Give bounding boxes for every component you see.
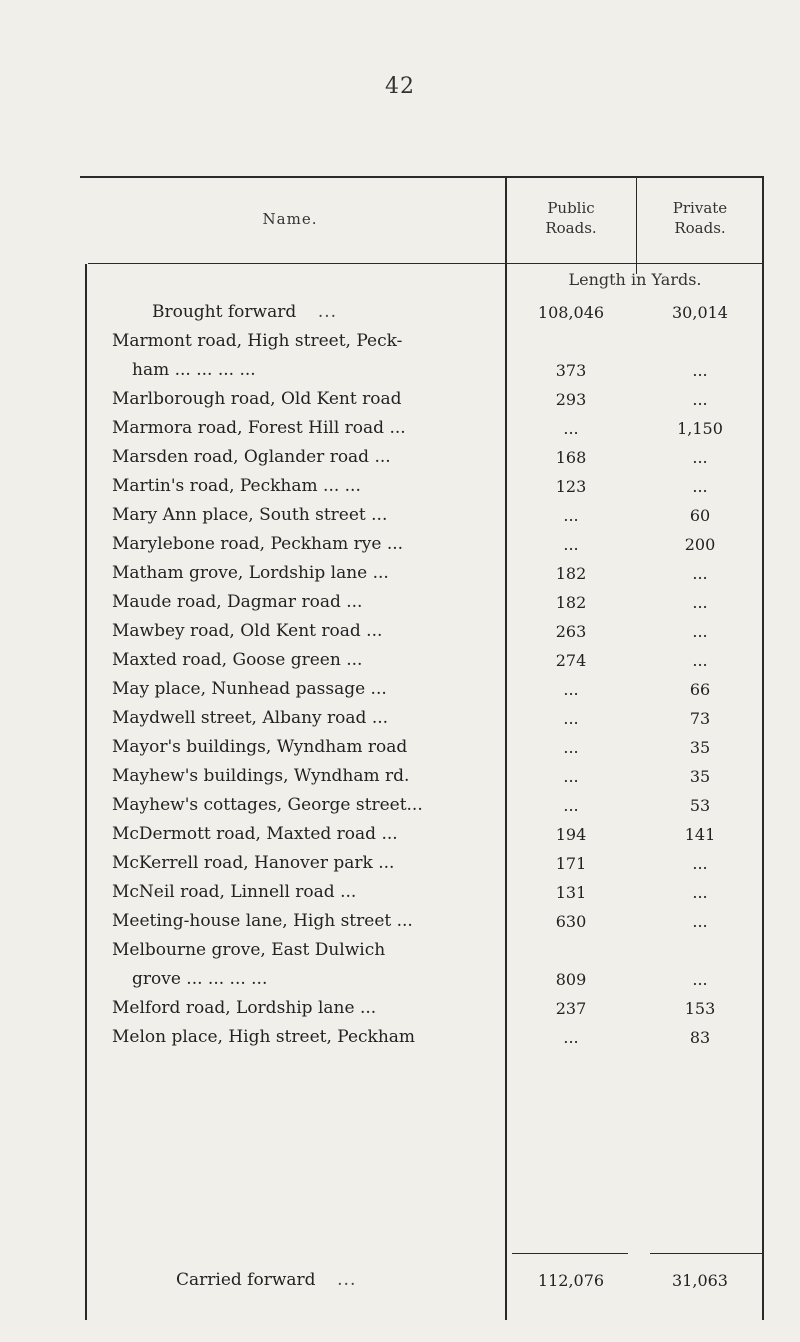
public-roads-length: 373 bbox=[555, 361, 587, 380]
table-row bbox=[80, 820, 764, 849]
public-total-rule bbox=[512, 1253, 628, 1254]
header-private-line2: Roads. bbox=[674, 219, 726, 237]
road-name: Mayhew's cottages, George street... bbox=[112, 795, 423, 815]
public-roads-length: 182 bbox=[555, 564, 587, 583]
brought-forward-text: Brought forward bbox=[152, 302, 297, 322]
brought-forward-dots: ... bbox=[317, 302, 338, 322]
private-roads-length: ... bbox=[692, 970, 708, 989]
table-row bbox=[80, 559, 764, 588]
road-name-line: grove ... ... ... ... bbox=[132, 969, 268, 989]
header-divider bbox=[88, 263, 764, 264]
private-roads-length: 1,150 bbox=[677, 419, 723, 438]
table-row bbox=[80, 588, 764, 617]
table-row bbox=[80, 704, 764, 733]
table-row bbox=[80, 443, 764, 472]
table-row bbox=[80, 617, 764, 646]
private-roads-length: ... bbox=[692, 477, 708, 496]
public-roads-length: ... bbox=[563, 709, 579, 728]
table-row bbox=[80, 530, 764, 559]
public-roads-length: ... bbox=[563, 506, 579, 525]
table-row bbox=[80, 646, 764, 675]
road-lengths-table bbox=[80, 176, 764, 1320]
road-name: Marmora road, Forest Hill road ... bbox=[112, 418, 406, 438]
public-roads-length: 293 bbox=[555, 390, 587, 409]
public-roads-length: 123 bbox=[555, 477, 587, 496]
table-row bbox=[80, 791, 764, 820]
road-name-line: Marmont road, High street, Peck- bbox=[112, 331, 403, 351]
private-roads-length: ... bbox=[692, 854, 708, 873]
public-roads-length: ... bbox=[563, 535, 579, 554]
public-roads-length: 182 bbox=[555, 593, 587, 612]
private-roads-length: 35 bbox=[689, 767, 711, 786]
public-roads-length: 168 bbox=[555, 448, 587, 467]
private-roads-length: ... bbox=[692, 564, 708, 583]
brought-forward-row bbox=[80, 298, 764, 327]
public-roads-length: 274 bbox=[555, 651, 587, 670]
unit-label: Length in Yards. bbox=[568, 270, 702, 289]
private-roads-length: ... bbox=[692, 651, 708, 670]
page-number: 42 bbox=[385, 74, 415, 99]
road-name: Meeting-house lane, High street ... bbox=[112, 911, 413, 931]
road-name-line: ham ... ... ... ... bbox=[132, 360, 256, 380]
private-roads-length: 60 bbox=[689, 506, 711, 525]
carried-forward-dots: ... bbox=[337, 1270, 357, 1290]
road-name: McKerrell road, Hanover park ... bbox=[112, 853, 395, 873]
road-name: Maxted road, Goose green ... bbox=[112, 650, 363, 670]
private-roads-length: ... bbox=[692, 361, 708, 380]
road-name: Marlborough road, Old Kent road bbox=[112, 389, 402, 409]
road-name bbox=[112, 936, 500, 994]
table-row bbox=[80, 501, 764, 530]
road-name: Martin's road, Peckham ... ... bbox=[112, 476, 361, 496]
private-roads-length: ... bbox=[692, 883, 708, 902]
public-roads-length: 809 bbox=[555, 970, 587, 989]
public-roads-length: ... bbox=[563, 419, 579, 438]
table-row bbox=[80, 994, 764, 1023]
table-row bbox=[80, 414, 764, 443]
private-roads-length: 153 bbox=[684, 999, 716, 1018]
public-roads-length: 194 bbox=[555, 825, 587, 844]
carried-forward-label bbox=[176, 1266, 564, 1295]
brought-forward-public: 108,046 bbox=[537, 303, 605, 322]
brought-forward-label bbox=[152, 298, 540, 327]
carried-forward-text: Carried forward bbox=[176, 1270, 316, 1290]
road-name: Matham grove, Lordship lane ... bbox=[112, 563, 389, 583]
public-roads-length: ... bbox=[563, 1028, 579, 1047]
road-name: Mayhew's buildings, Wyndham rd. bbox=[112, 766, 410, 786]
private-roads-length: 83 bbox=[689, 1028, 711, 1047]
road-name: Marylebone road, Peckham rye ... bbox=[112, 534, 404, 554]
header-private-roads bbox=[637, 198, 763, 238]
header-public-roads bbox=[507, 198, 635, 238]
private-roads-length: ... bbox=[692, 593, 708, 612]
header-public-line1: Public bbox=[547, 199, 595, 217]
road-name: Maydwell street, Albany road ... bbox=[112, 708, 389, 728]
road-name: Mawbey road, Old Kent road ... bbox=[112, 621, 383, 641]
private-roads-length: 35 bbox=[689, 738, 711, 757]
road-name: Melon place, High street, Peckham bbox=[112, 1027, 416, 1047]
table-row bbox=[80, 907, 764, 936]
table-row bbox=[80, 849, 764, 878]
public-roads-length: 263 bbox=[555, 622, 587, 641]
private-roads-length: ... bbox=[692, 912, 708, 931]
table-body bbox=[80, 298, 764, 1052]
carried-forward-row bbox=[80, 1266, 764, 1295]
public-roads-length: ... bbox=[563, 738, 579, 757]
private-roads-length: ... bbox=[692, 622, 708, 641]
table-row bbox=[80, 878, 764, 907]
private-roads-length: 53 bbox=[689, 796, 711, 815]
carried-forward-public: 112,076 bbox=[537, 1271, 605, 1290]
carried-forward-private: 31,063 bbox=[672, 1271, 728, 1290]
private-roads-length: 141 bbox=[684, 825, 716, 844]
table-row bbox=[80, 385, 764, 414]
road-name: Marsden road, Oglander road ... bbox=[112, 447, 391, 467]
private-roads-length: 73 bbox=[689, 709, 711, 728]
road-name: Maude road, Dagmar road ... bbox=[112, 592, 363, 612]
road-name: May place, Nunhead passage ... bbox=[112, 679, 387, 699]
table-row bbox=[80, 733, 764, 762]
table-row bbox=[80, 472, 764, 501]
public-roads-length: 131 bbox=[555, 883, 587, 902]
header-public-line2: Roads. bbox=[545, 219, 597, 237]
private-roads-length: 66 bbox=[689, 680, 711, 699]
private-roads-length: ... bbox=[692, 390, 708, 409]
road-name-line: Melbourne grove, East Dulwich bbox=[112, 940, 386, 960]
private-roads-length: ... bbox=[692, 448, 708, 467]
road-name: McNeil road, Linnell road ... bbox=[112, 882, 357, 902]
private-total-rule bbox=[650, 1253, 764, 1254]
road-name: Mary Ann place, South street ... bbox=[112, 505, 388, 525]
header-private-line1: Private bbox=[672, 199, 728, 217]
public-roads-length: 630 bbox=[555, 912, 587, 931]
table-row bbox=[80, 762, 764, 791]
table-row bbox=[80, 327, 764, 385]
table-row bbox=[80, 1023, 764, 1052]
private-roads-length: 200 bbox=[684, 535, 716, 554]
header-name: Name. bbox=[262, 210, 318, 228]
table-row bbox=[80, 936, 764, 994]
public-roads-length: ... bbox=[563, 796, 579, 815]
road-name: McDermott road, Maxted road ... bbox=[112, 824, 398, 844]
road-name: Mayor's buildings, Wyndham road bbox=[112, 737, 408, 757]
table-top-rule bbox=[80, 176, 764, 178]
road-name: Melford road, Lordship lane ... bbox=[112, 998, 377, 1018]
public-roads-length: ... bbox=[563, 767, 579, 786]
brought-forward-private: 30,014 bbox=[672, 303, 728, 322]
table-row bbox=[80, 675, 764, 704]
public-roads-length: 237 bbox=[555, 999, 587, 1018]
public-roads-length: 171 bbox=[555, 854, 587, 873]
road-name bbox=[112, 327, 500, 385]
public-roads-length: ... bbox=[563, 680, 579, 699]
